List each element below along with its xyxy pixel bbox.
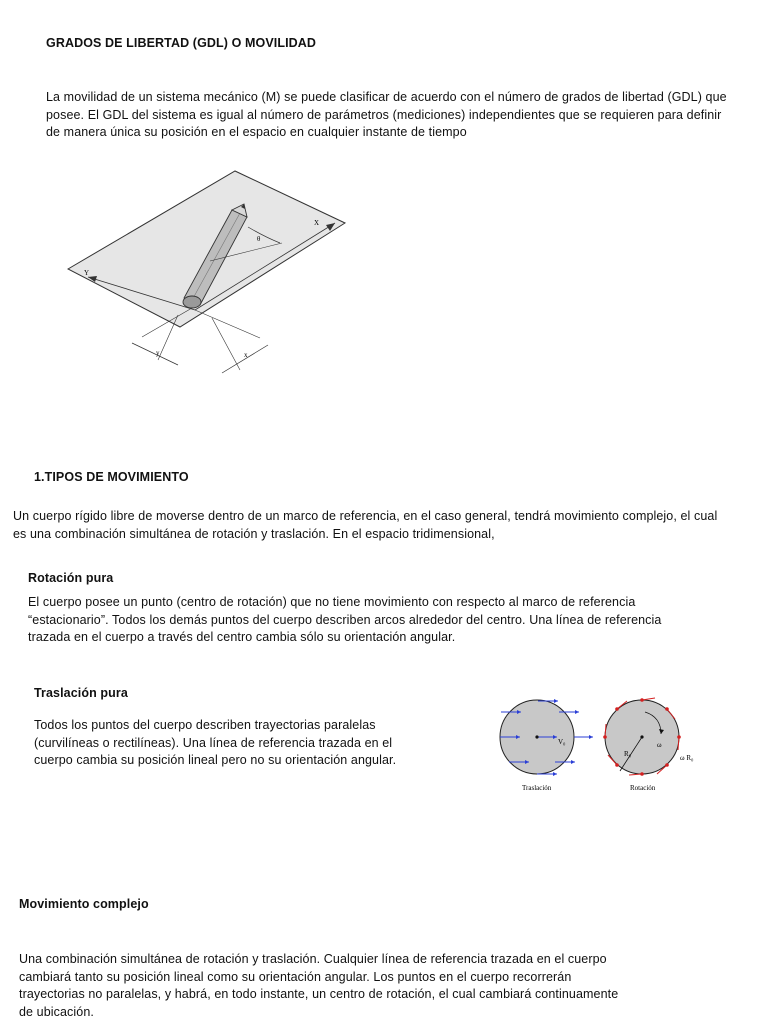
traslacion-heading: Traslación pura <box>34 686 128 700</box>
theta-label: θ <box>257 235 261 243</box>
translation-disc <box>500 699 593 776</box>
x-axis-label: X <box>314 219 320 227</box>
pencil-plane-figure <box>60 165 360 390</box>
velocity-label: V₀ <box>558 738 566 746</box>
motion-discs-figure <box>495 692 705 794</box>
section-1-heading: 1.TIPOS DE MOVIMIENTO <box>34 470 189 484</box>
dimension-x-label: x <box>244 351 248 359</box>
reference-plane <box>68 171 345 327</box>
rotacion-heading: Rotación pura <box>28 571 114 585</box>
complejo-paragraph: Una combinación simultánea de rotación y traslación. Cualquier línea de referencia trazada en el cuerpo cambiará tanto su posición lineal como su orientación angular. Los puntos en el cuerpo recorrerán trayectorias no paralelas, y habrá, en todo instante, un centro de rotación, el cual cambiará continuamente de ubicación. <box>19 952 619 1019</box>
omega-label: ω <box>657 741 662 749</box>
dimension-y-label: y <box>156 349 160 357</box>
complejo-heading: Movimiento complejo <box>19 897 149 911</box>
y-axis-label: Y <box>84 269 90 277</box>
omega-r-label: ω R₀ <box>680 754 694 762</box>
traslacion-paragraph: Todos los puntos del cuerpo describen trayectorias paralelas (curvilíneas o rectilíneas). Una línea de referencia trazada en el cuerpo cambia su posición lineal pero no su orientación angular. <box>34 718 397 767</box>
section-1-paragraph: Un cuerpo rígido libre de moverse dentro de un marco de referencia, en el caso general, tendrá movimiento complejo, el cual es una combinación simultánea de rotación y traslación. En el espacio tridimensional, <box>13 509 718 541</box>
page-title: GRADOS DE LIBERTAD (GDL) O MOVILIDAD <box>46 36 317 50</box>
dimension-y-line <box>132 343 178 365</box>
rotation-caption: Rotación <box>630 784 656 792</box>
radius-label: R₀ <box>624 750 632 758</box>
intro-paragraph: La movilidad de un sistema mecánico (M) se puede clasificar de acuerdo con el número de grados de libertad (GDL) que posee. El GDL del sistema es igual al número de parámetros (mediciones) independientes que se requieren para definir de manera única su posición en el espacio en cualquier instante de tiempo <box>46 90 727 139</box>
rotacion-paragraph: El cuerpo posee un punto (centro de rotación) que no tiene movimiento con respecto al marco de referencia “estacionario”. Todos los demás puntos del cuerpo describen arcos alrededor del centro. Una línea de referencia trazada en el cuerpo a través del centro cambia sólo su orientación angular. <box>28 595 662 644</box>
translation-caption: Traslación <box>522 784 552 792</box>
rotation-disc <box>604 698 694 775</box>
